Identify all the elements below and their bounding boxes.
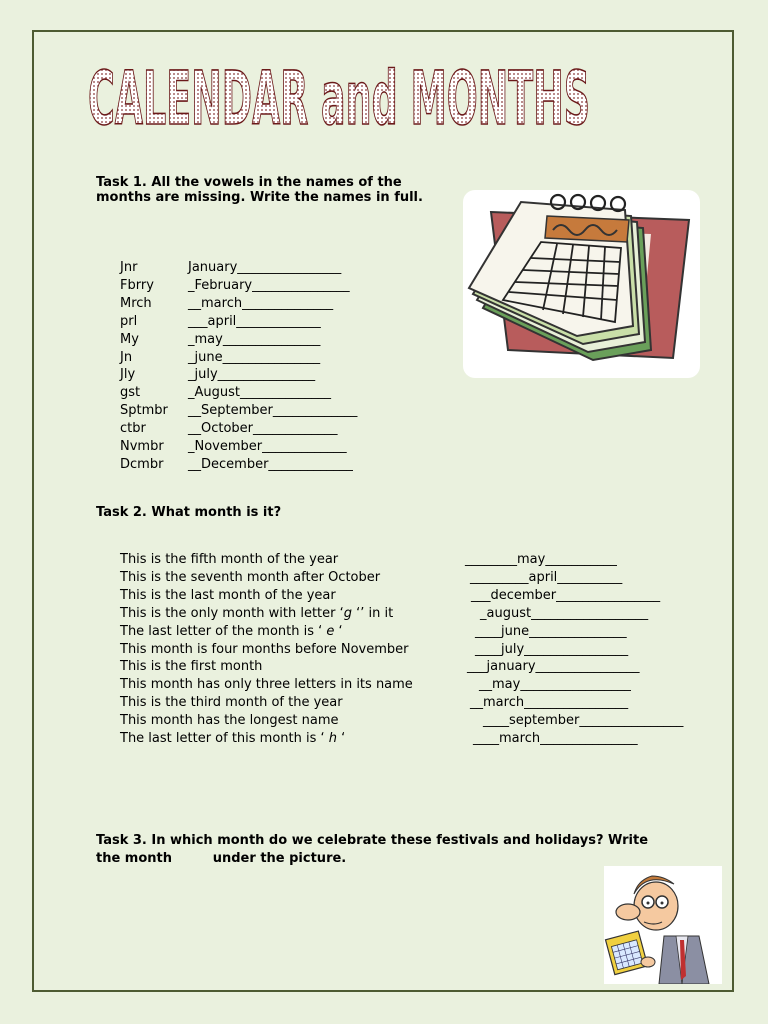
task2-question: This month is four months before November (120, 641, 409, 657)
task2-answer: ____september________________ (483, 713, 684, 729)
task3-heading-line1: Task 3. In which month do we celebrate these festivals and holidays? Write (96, 833, 649, 848)
task2-answer: ____march_______________ (473, 731, 638, 746)
task2-answer: ___january________________ (467, 659, 640, 675)
task1-answer: ___april_____________ (188, 313, 321, 329)
task1-clue: prl (120, 313, 138, 329)
task1-clue: Mrch (120, 295, 152, 311)
task1-clue: gst (120, 385, 141, 401)
task1-clue: Jn (120, 349, 133, 365)
task1-answer: __march______________ (188, 295, 334, 311)
task2-answer: __may_________________ (479, 677, 631, 693)
task1-clue: ctbr (120, 421, 146, 437)
task1-answer: __December_____________ (188, 456, 353, 472)
task2-answer: ____june_______________ (475, 623, 627, 639)
task2-question: This is the fifth month of the year (120, 552, 339, 567)
task2-question-text: This is the only month with letter ‘ (120, 605, 344, 621)
task1-clue: My (120, 331, 139, 347)
task2-answer: ________may___________ (465, 552, 617, 567)
task1-answer: January________________ (188, 260, 342, 275)
task1-clue: Fbrry (120, 277, 154, 293)
worksheet-title-text: CALENDAR and MONTHS (88, 56, 590, 142)
task1-clue: Nvmbr (120, 439, 164, 454)
task2-question (120, 605, 393, 623)
task2-question-text: ‘ (334, 623, 343, 639)
task3-heading (96, 832, 716, 868)
task1-clue: Jly (120, 367, 136, 383)
task1-list (120, 259, 420, 479)
task1-answer: _February_______________ (188, 277, 350, 293)
task2-question-text: The last letter of the month is ‘ (120, 623, 327, 639)
worksheet-title (88, 52, 608, 142)
task1-clue: Sptmbr (120, 403, 168, 419)
task1-answer: _November_____________ (188, 439, 347, 454)
task2-question: This month has the longest name (120, 713, 339, 729)
task2-question: This is the third month of the year (120, 695, 343, 711)
task1-heading: Task 1. All the vowels in the names of the months are missing. Write the names in full. (96, 175, 423, 205)
task2-answer: ____july________________ (475, 641, 629, 657)
task2-answer: _________april__________ (470, 569, 623, 585)
task1-answer: _june_______________ (188, 349, 321, 365)
task2-question-letter: g (343, 605, 353, 621)
task2-question-letter: e (326, 623, 335, 639)
task1-clue: Jnr (120, 260, 138, 275)
calendar-illustration (463, 190, 700, 378)
task2-question: This is the last month of the year (120, 587, 336, 603)
task2-question (120, 730, 345, 748)
task1-answer: __October_____________ (188, 421, 338, 437)
task2-list (120, 551, 720, 751)
task2-heading: Task 2. What month is it? (96, 505, 282, 520)
task1-answer: _july_______________ (188, 367, 316, 383)
task1-clue: Dcmbr (120, 456, 164, 472)
task1-answer: _August______________ (188, 385, 331, 401)
task2-question-text: ‘’ in it (352, 605, 394, 621)
task1-answer: _may_______________ (188, 331, 321, 347)
task2-question-text: The last letter of this month is ‘ (120, 731, 329, 746)
task2-answer: ___december________________ (471, 587, 661, 603)
task1-answer: __September_____________ (188, 403, 358, 419)
task2-question (120, 623, 343, 641)
task2-question: This is the seventh month after October (120, 569, 381, 585)
task2-question-text: ‘ (337, 731, 346, 746)
task2-answer: __march________________ (470, 695, 629, 711)
task2-question: This month has only three letters in its name (120, 677, 413, 693)
task2-question: This is the first month (120, 659, 263, 675)
man-with-calendar-illustration (604, 866, 722, 984)
task3-heading-line2: the month under the picture. (96, 851, 347, 866)
task2-question-letter: h (328, 731, 338, 746)
task2-answer: _august__________________ (480, 605, 649, 621)
